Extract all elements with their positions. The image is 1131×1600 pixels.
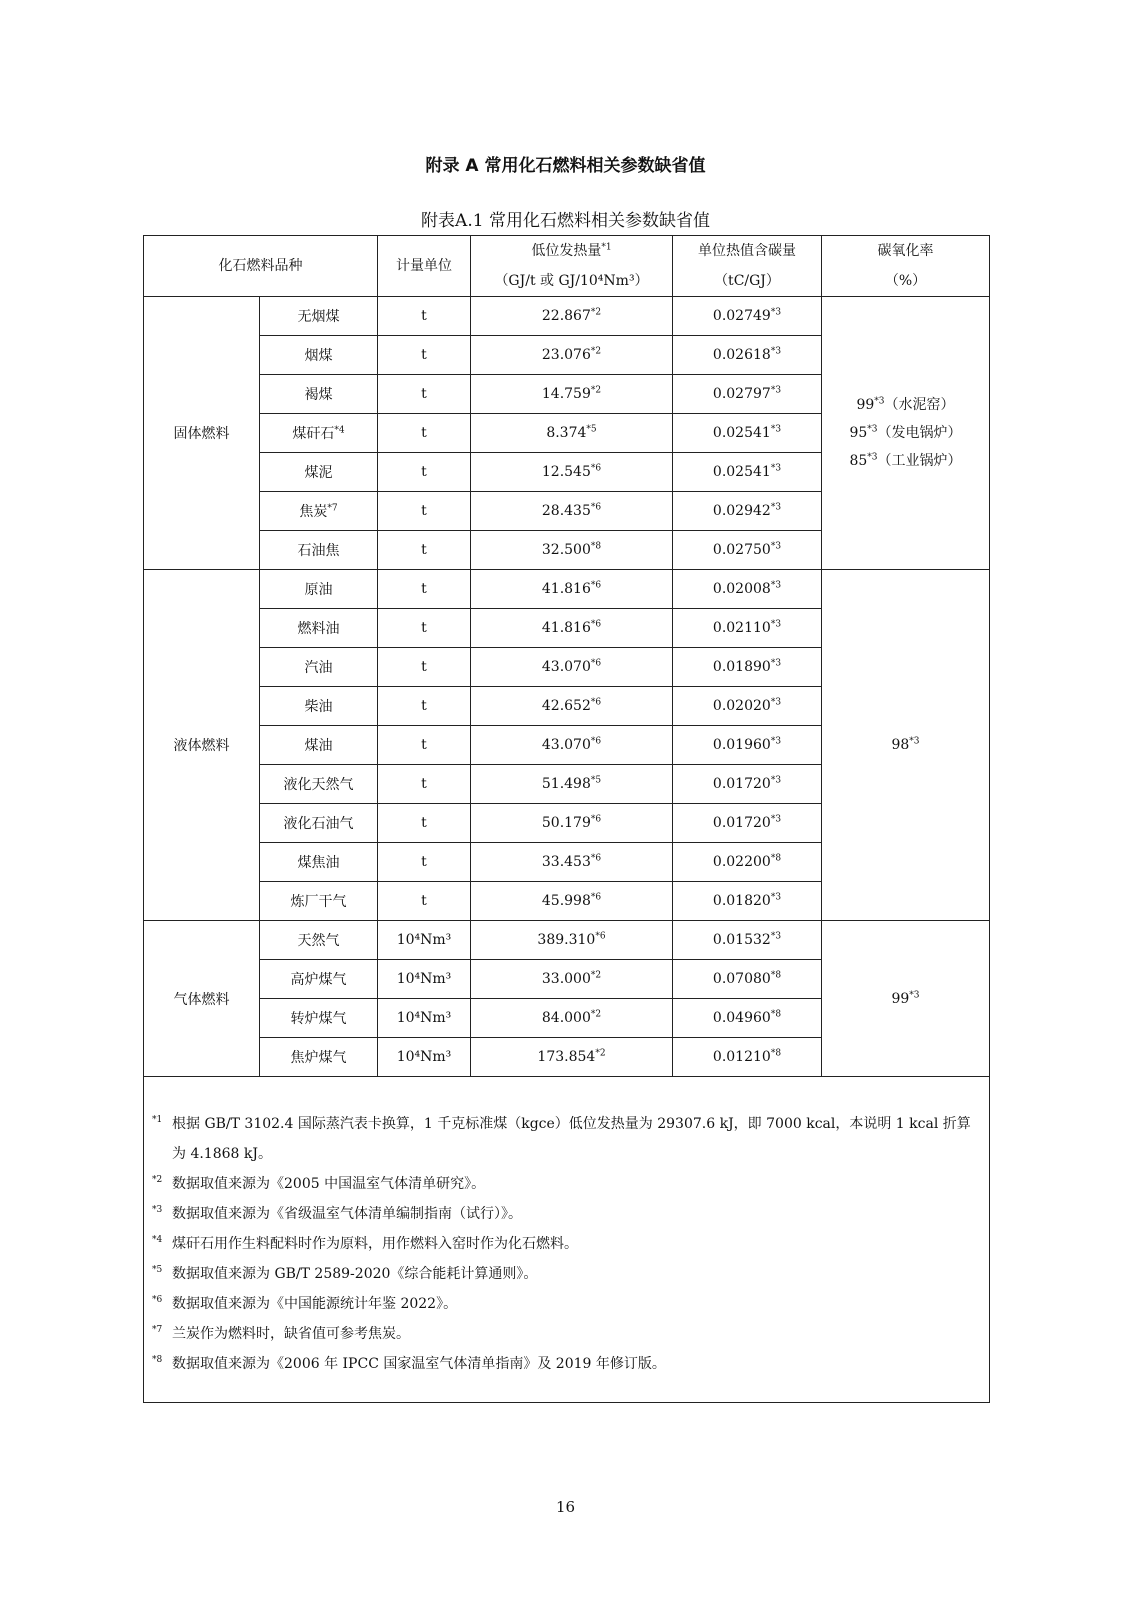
ncv-cell-footnote-mark: *2 <box>590 307 602 318</box>
footnote-mark: *2 <box>152 1175 163 1185</box>
header-oxidation-rate <box>822 236 990 297</box>
table-caption: 附表A.1 常用化石燃料相关参数缺省值 <box>421 211 710 231</box>
header-ncv-unit: （GJ/t 或 GJ/10⁴Nm³） <box>494 273 649 289</box>
ncv-cell <box>471 297 673 336</box>
carbon-content-cell-footnote-mark: *3 <box>770 346 782 357</box>
footnote-mark: *6 <box>152 1295 163 1305</box>
fuel-category: 液体燃料 <box>144 570 260 921</box>
fuel-category: 固体燃料 <box>144 297 260 570</box>
fuel-name-text: 无烟煤 <box>297 309 340 325</box>
header-oxidation-unit: （%） <box>884 273 927 289</box>
oxidation-line <box>822 731 989 759</box>
footnote-mark: *5 <box>152 1265 163 1275</box>
carbon-content-cell-footnote-mark: *3 <box>770 814 782 825</box>
ncv-cell-footnote-mark: *2 <box>590 346 602 357</box>
ncv-cell-footnote-mark: *6 <box>590 853 602 864</box>
carbon-content-cell-footnote-mark: *3 <box>770 307 782 318</box>
footnote-text: 数据取值来源为 GB/T 2589-2020《综合能耗计算通则》。 <box>172 1266 538 1282</box>
fuel-name-text: 原油 <box>304 582 333 598</box>
carbon-content-cell-value: 0.02110 <box>712 620 771 636</box>
ncv-cell-value: 84.000 <box>541 1010 591 1026</box>
footnote <box>148 1109 981 1169</box>
ncv-cell <box>471 570 673 609</box>
ncv-cell-value: 33.000 <box>541 971 591 987</box>
oxidation-applies-to: （发电锅炉） <box>877 425 962 441</box>
ncv-cell-value: 41.816 <box>541 581 591 597</box>
carbon-content-cell-footnote-mark: *8 <box>770 1048 782 1059</box>
fuel-name <box>260 804 378 843</box>
ncv-cell-value: 32.500 <box>541 542 591 558</box>
carbon-content-cell-value: 0.02942 <box>712 503 771 519</box>
footnote-text: 兰炭作为燃料时，缺省值可参考焦炭。 <box>172 1326 410 1342</box>
notes-cell <box>144 1077 990 1403</box>
oxidation-rate-cell <box>822 570 990 921</box>
oxidation-line <box>822 985 989 1013</box>
unit-cell: t <box>378 804 471 843</box>
footnote <box>148 1169 981 1199</box>
oxidation-rate-cell <box>822 921 990 1077</box>
fuel-name-text: 焦炭 <box>299 504 328 520</box>
fuel-name <box>260 297 378 336</box>
ncv-cell-value: 43.070 <box>541 659 591 675</box>
fuel-name <box>260 921 378 960</box>
fuel-name-text: 焦炉煤气 <box>290 1050 347 1066</box>
unit-cell: t <box>378 570 471 609</box>
unit-cell: 10⁴Nm³ <box>378 960 471 999</box>
carbon-content-cell-value: 0.01960 <box>712 737 771 753</box>
carbon-content-cell-value: 0.04960 <box>712 1010 771 1026</box>
unit-cell: t <box>378 492 471 531</box>
carbon-content-cell <box>673 375 822 414</box>
carbon-content-cell-value: 0.02797 <box>712 386 771 402</box>
page-number: 16 <box>555 1498 576 1516</box>
carbon-content-cell <box>673 336 822 375</box>
ncv-cell-footnote-mark: *6 <box>590 619 602 630</box>
fuel-category: 气体燃料 <box>144 921 260 1077</box>
unit-cell: t <box>378 453 471 492</box>
ncv-cell-value: 43.070 <box>541 737 591 753</box>
carbon-content-cell-footnote-mark: *3 <box>770 502 782 513</box>
oxidation-line <box>822 447 989 475</box>
oxidation-value: 99 <box>891 990 910 1007</box>
ncv-cell-footnote-mark: *6 <box>590 658 602 669</box>
header-ncv-footnote-mark: *1 <box>601 242 612 253</box>
unit-cell: t <box>378 726 471 765</box>
footnote <box>148 1319 981 1349</box>
unit-cell: t <box>378 648 471 687</box>
carbon-content-cell-footnote-mark: *3 <box>770 892 782 903</box>
carbon-content-cell-value: 0.02541 <box>712 464 771 480</box>
carbon-content-cell-footnote-mark: *8 <box>770 853 782 864</box>
carbon-content-cell-footnote-mark: *3 <box>770 619 782 630</box>
oxidation-footnote-mark: *3 <box>867 424 878 435</box>
ncv-cell-value: 23.076 <box>541 347 591 363</box>
carbon-content-cell-value: 0.02200 <box>712 854 771 870</box>
oxidation-applies-to: （工业锅炉） <box>877 453 962 469</box>
carbon-content-cell-footnote-mark: *3 <box>770 658 782 669</box>
ncv-cell-footnote-mark: *5 <box>590 775 602 786</box>
carbon-content-cell-value: 0.01820 <box>712 893 771 909</box>
fuel-name <box>260 960 378 999</box>
header-carbon-unit: （tC/GJ） <box>714 273 780 289</box>
oxidation-footnote-mark: *3 <box>909 989 920 1000</box>
fuel-name-text: 燃料油 <box>297 621 340 637</box>
ncv-cell-value: 50.179 <box>541 815 591 831</box>
carbon-content-cell-value: 0.02008 <box>712 581 771 597</box>
ncv-cell-value: 42.652 <box>541 698 591 714</box>
footnote-text: 数据取值来源为《2006 年 IPCC 国家温室气体清单指南》及 2019 年修订版。 <box>172 1356 666 1372</box>
ncv-cell-value: 41.816 <box>541 620 591 636</box>
carbon-content-cell <box>673 609 822 648</box>
unit-cell: t <box>378 375 471 414</box>
unit-cell: t <box>378 843 471 882</box>
fuel-parameter-table <box>143 235 990 1403</box>
footnote <box>148 1289 981 1319</box>
fuel-name <box>260 999 378 1038</box>
unit-cell: 10⁴Nm³ <box>378 999 471 1038</box>
fuel-name-text: 液化天然气 <box>283 777 354 793</box>
ncv-cell-footnote-mark: *6 <box>590 892 602 903</box>
unit-cell: t <box>378 531 471 570</box>
fuel-name <box>260 570 378 609</box>
appendix-title: 附录 A 常用化石燃料相关参数缺省值 <box>425 156 706 176</box>
fuel-name-text: 烟煤 <box>304 348 333 364</box>
ncv-cell-value: 8.374 <box>546 425 587 441</box>
footnote <box>148 1349 981 1379</box>
footnote <box>148 1229 981 1259</box>
ncv-cell <box>471 843 673 882</box>
carbon-content-cell-value: 0.01890 <box>712 659 771 675</box>
fuel-name-text: 煤焦油 <box>297 855 340 871</box>
header-carbon-content <box>673 236 822 297</box>
unit-cell: t <box>378 687 471 726</box>
footnote-text: 数据取值来源为《省级温室气体清单编制指南（试行）》。 <box>172 1206 522 1222</box>
fuel-name-text: 天然气 <box>297 933 340 949</box>
ncv-cell-footnote-mark: *8 <box>590 541 602 552</box>
table-row <box>144 297 990 336</box>
ncv-cell <box>471 375 673 414</box>
ncv-cell-footnote-mark: *6 <box>590 814 602 825</box>
carbon-content-cell <box>673 297 822 336</box>
fuel-name <box>260 414 378 453</box>
carbon-content-cell <box>673 882 822 921</box>
oxidation-footnote-mark: *3 <box>909 736 920 747</box>
oxidation-line <box>822 419 989 447</box>
fuel-name <box>260 726 378 765</box>
carbon-content-cell-value: 0.02618 <box>712 347 771 363</box>
carbon-content-cell <box>673 492 822 531</box>
unit-cell: 10⁴Nm³ <box>378 921 471 960</box>
footnote-text: 根据 GB/T 3102.4 国际蒸汽表卡换算，1 千克标准煤（kgce）低位发热量为 29307.6 kJ，即 7000 kcal，本说明 1 kcal 折算为 4.1868 kJ。 <box>172 1116 971 1162</box>
unit-cell: t <box>378 609 471 648</box>
oxidation-value: 95 <box>849 425 868 441</box>
fuel-name-text: 煤泥 <box>304 465 333 481</box>
ncv-cell-footnote-mark: *2 <box>590 970 602 981</box>
ncv-cell <box>471 765 673 804</box>
ncv-cell <box>471 414 673 453</box>
ncv-cell-value: 45.998 <box>541 893 591 909</box>
footnote-text: 数据取值来源为《中国能源统计年鉴 2022》。 <box>172 1296 458 1312</box>
header-ncv <box>471 236 673 297</box>
carbon-content-cell <box>673 921 822 960</box>
fuel-name <box>260 843 378 882</box>
carbon-content-cell-value: 0.07080 <box>712 971 771 987</box>
fuel-name <box>260 648 378 687</box>
unit-cell: t <box>378 414 471 453</box>
ncv-cell <box>471 609 673 648</box>
carbon-content-cell <box>673 765 822 804</box>
carbon-content-cell <box>673 687 822 726</box>
carbon-content-cell-footnote-mark: *3 <box>770 424 782 435</box>
oxidation-value: 98 <box>891 737 910 753</box>
fuel-name-text: 汽油 <box>304 660 333 676</box>
ncv-cell-footnote-mark: *6 <box>590 736 602 747</box>
ncv-cell-value: 173.854 <box>537 1049 596 1065</box>
oxidation-value: 85 <box>849 453 868 469</box>
fuel-name <box>260 492 378 531</box>
fuel-name <box>260 375 378 414</box>
fuel-name-text: 煤油 <box>304 738 333 754</box>
ncv-cell-value: 28.435 <box>541 503 591 519</box>
table-header-row <box>144 236 990 297</box>
carbon-content-cell-value: 0.02020 <box>712 698 771 714</box>
carbon-content-cell-footnote-mark: *3 <box>770 775 782 786</box>
header-carbon-label: 单位热值含碳量 <box>698 243 796 259</box>
ncv-cell-footnote-mark: *6 <box>590 502 602 513</box>
footnotes <box>144 1077 989 1379</box>
unit-cell: 10⁴Nm³ <box>378 1038 471 1077</box>
header-fuel-type: 化石燃料品种 <box>144 236 378 297</box>
footnote-text: 煤矸石用作生料配料时作为原料，用作燃料入窑时作为化石燃料。 <box>172 1236 578 1252</box>
carbon-content-cell <box>673 999 822 1038</box>
ncv-cell <box>471 1038 673 1077</box>
fuel-name <box>260 765 378 804</box>
footnote-mark: *1 <box>152 1115 163 1125</box>
ncv-cell <box>471 336 673 375</box>
ncv-cell <box>471 531 673 570</box>
ncv-cell-footnote-mark: *6 <box>590 580 602 591</box>
fuel-name <box>260 609 378 648</box>
unit-cell: t <box>378 336 471 375</box>
carbon-content-cell <box>673 648 822 687</box>
ncv-cell-value: 33.453 <box>541 854 591 870</box>
ncv-cell <box>471 726 673 765</box>
fuel-name-footnote-mark: *4 <box>334 425 345 436</box>
ncv-cell-value: 22.867 <box>541 308 591 324</box>
ncv-cell <box>471 921 673 960</box>
fuel-name <box>260 453 378 492</box>
fuel-name-text: 液化石油气 <box>283 816 354 832</box>
carbon-content-cell-value: 0.02749 <box>712 308 771 324</box>
carbon-content-cell-footnote-mark: *3 <box>770 736 782 747</box>
footnote <box>148 1259 981 1289</box>
carbon-content-cell-value: 0.01720 <box>712 776 771 792</box>
carbon-content-cell <box>673 570 822 609</box>
fuel-name-footnote-mark: *7 <box>327 503 338 514</box>
carbon-content-cell-footnote-mark: *3 <box>770 385 782 396</box>
footnote-mark: *3 <box>152 1205 163 1215</box>
carbon-content-cell-value: 0.01720 <box>712 815 771 831</box>
header-unit: 计量单位 <box>378 236 471 297</box>
ncv-cell-footnote-mark: *5 <box>586 424 597 435</box>
oxidation-rate-cell <box>822 297 990 570</box>
ncv-cell <box>471 804 673 843</box>
ncv-cell-footnote-mark: *6 <box>590 697 602 708</box>
ncv-cell-value: 51.498 <box>541 776 591 792</box>
fuel-name-text: 转炉煤气 <box>290 1011 347 1027</box>
footnote-mark: *4 <box>152 1235 163 1245</box>
ncv-cell <box>471 999 673 1038</box>
carbon-content-cell <box>673 531 822 570</box>
table-row <box>144 570 990 609</box>
fuel-name <box>260 1038 378 1077</box>
oxidation-value: 99 <box>856 397 875 413</box>
header-ncv-label: 低位发热量 <box>531 243 602 259</box>
oxidation-footnote-mark: *3 <box>867 452 878 463</box>
ncv-cell-footnote-mark: *2 <box>590 385 602 396</box>
ncv-cell-footnote-mark: *2 <box>590 1009 602 1020</box>
unit-cell: t <box>378 765 471 804</box>
fuel-name-text: 高炉煤气 <box>290 972 347 988</box>
fuel-name-text: 石油焦 <box>297 543 340 559</box>
fuel-name-text: 煤矸石 <box>292 426 335 442</box>
carbon-content-cell <box>673 414 822 453</box>
carbon-content-cell <box>673 1038 822 1077</box>
fuel-name-text: 柴油 <box>304 699 333 715</box>
ncv-cell-value: 389.310 <box>537 932 596 948</box>
carbon-content-cell-value: 0.01210 <box>712 1049 771 1065</box>
oxidation-footnote-mark: *3 <box>874 396 885 407</box>
ncv-cell <box>471 492 673 531</box>
fuel-name-text: 炼厂干气 <box>290 894 347 910</box>
carbon-content-cell-value: 0.02750 <box>712 542 771 558</box>
carbon-content-cell <box>673 804 822 843</box>
carbon-content-cell <box>673 960 822 999</box>
table-row <box>144 921 990 960</box>
carbon-content-cell <box>673 843 822 882</box>
footnote-mark: *8 <box>152 1355 163 1365</box>
ncv-cell-footnote-mark: *6 <box>590 463 602 474</box>
fuel-name <box>260 531 378 570</box>
ncv-cell <box>471 648 673 687</box>
header-oxidation-label: 碳氧化率 <box>877 243 934 259</box>
ncv-cell-footnote-mark: *6 <box>595 931 606 942</box>
unit-cell: t <box>378 882 471 921</box>
ncv-cell-value: 14.759 <box>541 386 591 402</box>
carbon-content-cell <box>673 726 822 765</box>
fuel-name <box>260 882 378 921</box>
ncv-cell-value: 12.545 <box>541 464 591 480</box>
footnote <box>148 1199 981 1229</box>
fuel-name <box>260 687 378 726</box>
oxidation-applies-to: （水泥窑） <box>884 397 955 413</box>
footnote-mark: *7 <box>152 1325 163 1335</box>
carbon-content-cell-value: 0.01532 <box>712 932 771 948</box>
fuel-name <box>260 336 378 375</box>
carbon-content-cell-footnote-mark: *3 <box>770 697 782 708</box>
footnote-text: 数据取值来源为《2005 中国温室气体清单研究》。 <box>172 1176 486 1192</box>
carbon-content-cell-footnote-mark: *3 <box>770 931 782 942</box>
carbon-content-cell-footnote-mark: *8 <box>770 970 782 981</box>
ncv-cell <box>471 882 673 921</box>
ncv-cell <box>471 960 673 999</box>
ncv-cell-footnote-mark: *2 <box>595 1048 606 1059</box>
ncv-cell <box>471 687 673 726</box>
carbon-content-cell-footnote-mark: *3 <box>770 541 782 552</box>
carbon-content-cell-footnote-mark: *3 <box>770 463 782 474</box>
carbon-content-cell-value: 0.02541 <box>712 425 771 441</box>
carbon-content-cell-footnote-mark: *8 <box>770 1009 782 1020</box>
fuel-name-text: 褐煤 <box>304 387 333 403</box>
oxidation-line <box>822 391 989 419</box>
carbon-content-cell-footnote-mark: *3 <box>770 580 782 591</box>
ncv-cell <box>471 453 673 492</box>
carbon-content-cell <box>673 453 822 492</box>
unit-cell: t <box>378 297 471 336</box>
